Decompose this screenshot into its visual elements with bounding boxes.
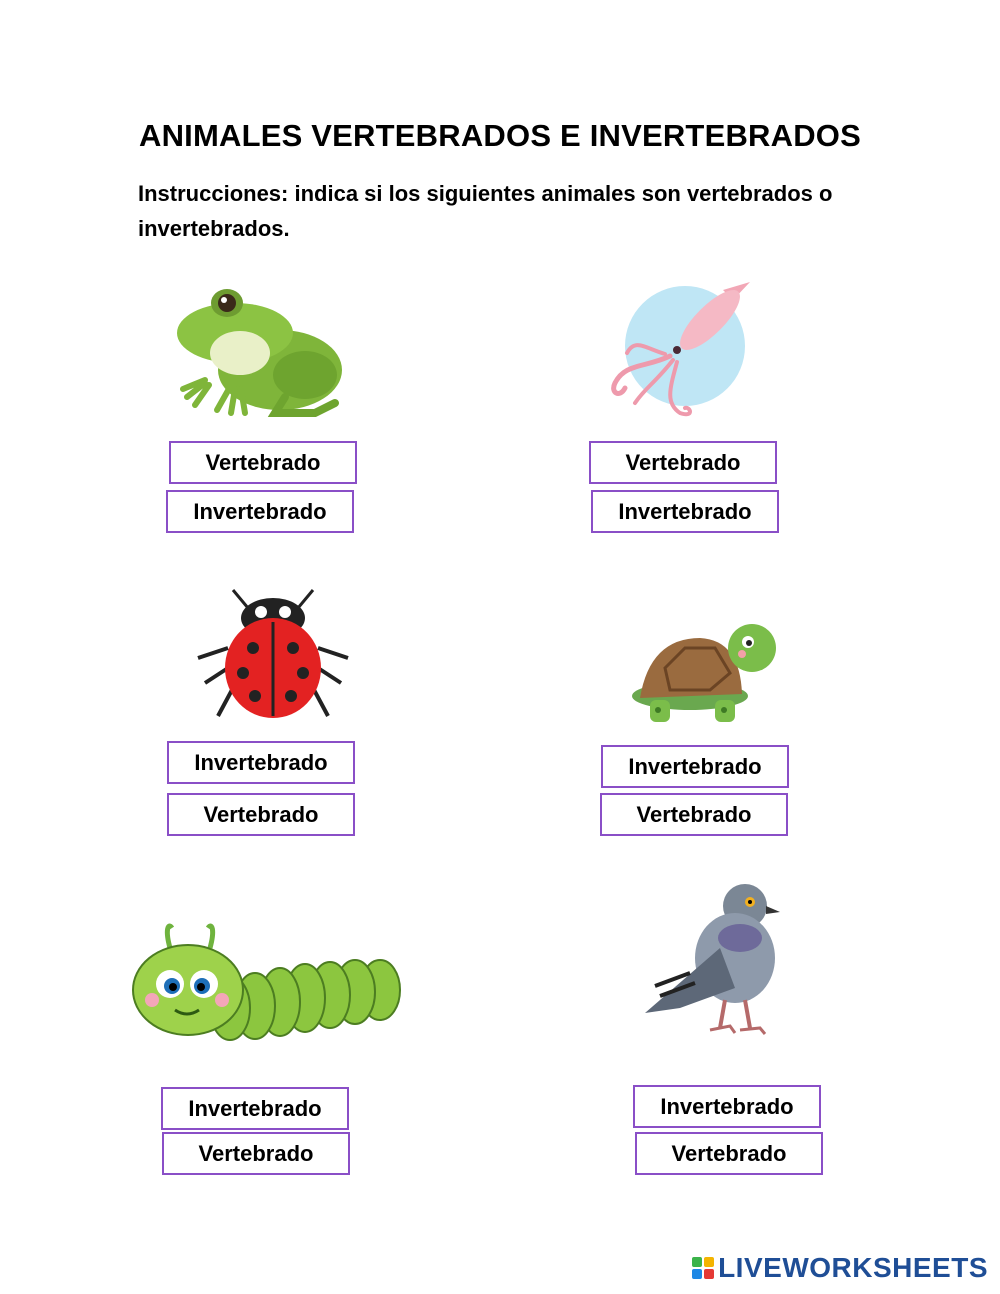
logo-square-yellow bbox=[704, 1257, 714, 1267]
logo-square-green bbox=[692, 1257, 702, 1267]
pigeon-option-vertebrado[interactable]: Vertebrado bbox=[635, 1132, 823, 1175]
turtle-option-invertebrado[interactable]: Invertebrado bbox=[601, 745, 789, 788]
turtle-image bbox=[630, 618, 780, 728]
frog-option-vertebrado[interactable]: Vertebrado bbox=[169, 441, 357, 484]
caterpillar-option-vertebrado[interactable]: Vertebrado bbox=[162, 1132, 350, 1175]
pigeon-option-invertebrado[interactable]: Invertebrado bbox=[633, 1085, 821, 1128]
frog-image bbox=[165, 285, 355, 425]
squid-option-vertebrado[interactable]: Vertebrado bbox=[589, 441, 777, 484]
caterpillar-image bbox=[130, 920, 405, 1055]
caterpillar-option-invertebrado[interactable]: Invertebrado bbox=[161, 1087, 349, 1130]
ladybug-option-vertebrado[interactable]: Vertebrado bbox=[167, 793, 355, 836]
ladybug-image bbox=[193, 588, 353, 723]
liveworksheets-brand-text: LIVEWORKSHEETS bbox=[718, 1252, 988, 1283]
logo-square-red bbox=[704, 1269, 714, 1279]
liveworksheets-logo-icon bbox=[692, 1257, 714, 1279]
squid-option-invertebrado[interactable]: Invertebrado bbox=[591, 490, 779, 533]
pigeon-image bbox=[640, 878, 785, 1038]
squid-image bbox=[605, 278, 755, 423]
ladybug-option-invertebrado[interactable]: Invertebrado bbox=[167, 741, 355, 784]
instructions-text: Instrucciones: indica si los siguientes animales son vertebrados o invertebrados. bbox=[138, 181, 833, 241]
turtle-option-vertebrado[interactable]: Vertebrado bbox=[600, 793, 788, 836]
frog-option-invertebrado[interactable]: Invertebrado bbox=[166, 490, 354, 533]
logo-square-blue bbox=[692, 1269, 702, 1279]
worksheet-title: ANIMALES VERTEBRADOS E INVERTEBRADOS bbox=[139, 118, 861, 153]
liveworksheets-logo[interactable] bbox=[692, 1252, 988, 1284]
